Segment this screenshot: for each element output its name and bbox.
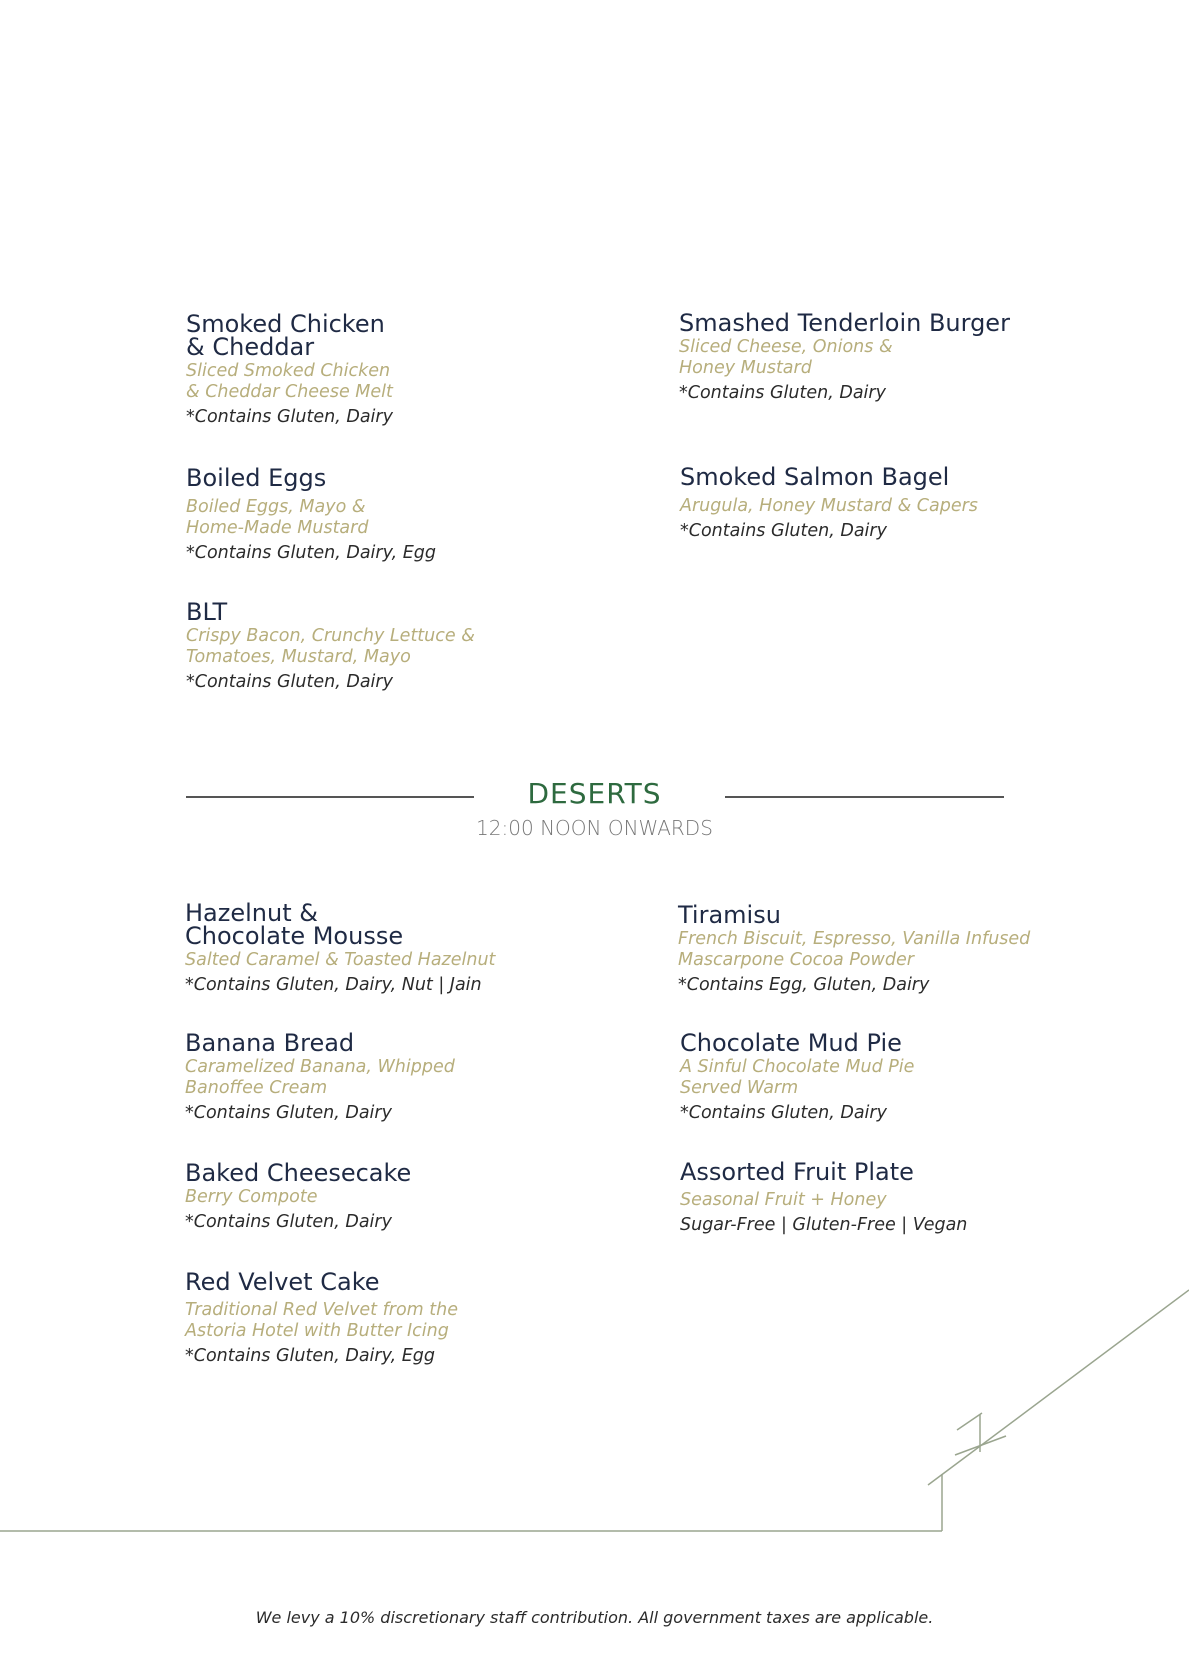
item-description: Caramelized Banana, Whipped Banoffee Cream	[185, 1057, 455, 1098]
item-dietary-note: Sugar-Free | Gluten-Free | Vegan	[680, 1215, 968, 1235]
item-description: Crispy Bacon, Crunchy Lettuce & Tomatoes, Mustard, Mayo	[186, 626, 475, 667]
item-description: Arugula, Honey Mustard & Capers	[680, 496, 978, 516]
decor-small-diagonal-upper	[957, 1413, 982, 1430]
item-name: Hazelnut & Chocolate Mousse	[185, 899, 404, 950]
item-name: Tiramisu	[678, 901, 781, 929]
item-allergen-note: *Contains Gluten, Dairy	[186, 407, 393, 427]
item-description: Sliced Cheese, Onions & Honey Mustard	[679, 337, 893, 378]
item-name: Assorted Fruit Plate	[680, 1158, 914, 1186]
decor-strokes	[0, 1290, 1189, 1531]
item-name: Smoked Chicken & Cheddar	[186, 310, 385, 361]
item-allergen-note: *Contains Gluten, Dairy	[680, 1103, 887, 1123]
item-description: French Biscuit, Espresso, Vanilla Infused Mascarpone Cocoa Powder	[678, 929, 1031, 970]
item-name: Banana Bread	[185, 1029, 355, 1057]
section-title: DESERTS	[527, 777, 662, 810]
section-subtitle: 12:00 NOON ONWARDS	[476, 816, 713, 840]
item-description: Boiled Eggs, Mayo & Home-Made Mustard	[186, 497, 369, 538]
item-name: Chocolate Mud Pie	[680, 1029, 902, 1057]
item-allergen-note: *Contains Gluten, Dairy, Nut | Jain	[185, 975, 482, 995]
item-description: A Sinful Chocolate Mud Pie Served Warm	[680, 1057, 915, 1098]
item-allergen-note: *Contains Gluten, Dairy	[679, 383, 886, 403]
footer-disclaimer: We levy a 10% discretionary staff contribution. All government taxes are applicable.	[255, 1608, 934, 1627]
item-allergen-note: *Contains Gluten, Dairy	[186, 672, 393, 692]
item-description: Sliced Smoked Chicken & Cheddar Cheese Melt	[186, 361, 393, 402]
item-allergen-note: *Contains Gluten, Dairy, Egg	[185, 1346, 435, 1366]
item-description: Berry Compote	[185, 1187, 318, 1207]
item-allergen-note: *Contains Egg, Gluten, Dairy	[678, 975, 930, 995]
item-allergen-note: *Contains Gluten, Dairy	[185, 1103, 392, 1123]
item-description: Traditional Red Velvet from the Astoria Hotel with Butter Icing	[185, 1300, 459, 1341]
item-description: Seasonal Fruit + Honey	[680, 1190, 887, 1210]
decor-roof-diagonal	[928, 1290, 1189, 1485]
item-allergen-note: *Contains Gluten, Dairy	[680, 521, 887, 541]
item-name: Smoked Salmon Bagel	[680, 463, 950, 491]
item-name: Baked Cheesecake	[185, 1159, 412, 1187]
item-allergen-note: *Contains Gluten, Dairy, Egg	[186, 543, 436, 563]
item-name: Red Velvet Cake	[185, 1268, 380, 1296]
item-name: Boiled Eggs	[186, 464, 327, 492]
item-name: BLT	[186, 598, 228, 626]
item-allergen-note: *Contains Gluten, Dairy	[185, 1212, 392, 1232]
item-description: Salted Caramel & Toasted Hazelnut	[185, 950, 496, 970]
item-name: Smashed Tenderloin Burger	[679, 309, 1010, 337]
